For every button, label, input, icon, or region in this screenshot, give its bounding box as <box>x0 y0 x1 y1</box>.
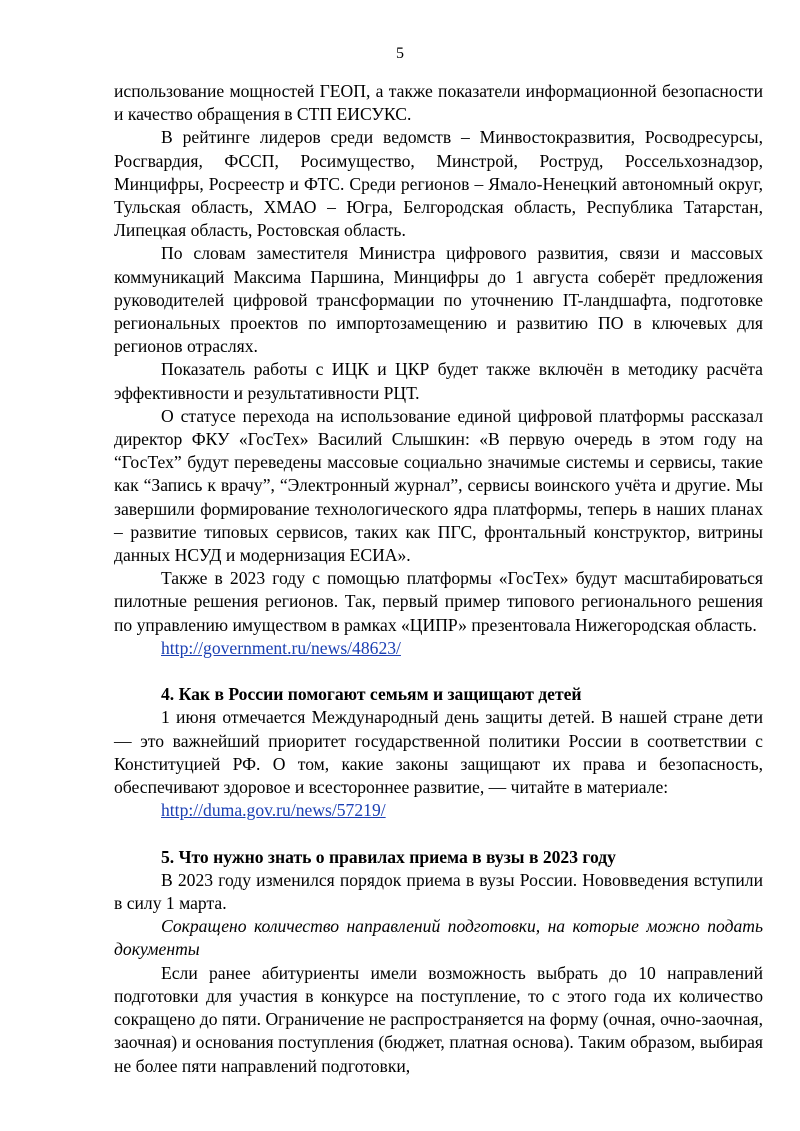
section-5-paragraph-2: Если ранее абитуриенты имели возможность выбрать до 10 направлений подготовки для участия в конкурсе на поступление, то с этого года их количество сокращено до пяти. Ограничение не распространяется на форму (очная, очно-заочная, заочная) и основания поступления (бюджет, платная основа). Таким образом, выбирая не более пяти направлений подготовки, <box>114 962 763 1076</box>
paragraph-continuation: использование мощностей ГЕОП, а также показатели информационной безопасности и качество обращения в СТП ЕИСУКС. <box>114 81 763 125</box>
paragraph-ick-ckr: Показатель работы с ИЦК и ЦКР будет также включён в методику расчёта эффективности и результативности РЦТ. <box>114 359 763 403</box>
section-5-heading: 5. Что нужно знать о правилах приема в вузы в 2023 году <box>161 846 616 867</box>
paragraph-parshin-quote: По словам заместителя Министра цифрового развития, связи и массовых коммуникаций Максима Паршина, Минцифры до 1 августа соберёт предложения руководителей цифровой трансформации по уточнению IT-ландшафта, подготовке региональных проектов по импортозамещению и развитию ПО в ключевых для регионов отраслях. <box>114 243 763 357</box>
government-news-link[interactable]: http://government.ru/news/48623/ <box>161 637 401 658</box>
page-number: 5 <box>396 45 404 62</box>
link-paragraph-government <box>114 637 763 660</box>
paragraph-gostech-status: О статусе перехода на использование единой цифровой платформы рассказал директор ФКУ «ГосТех» Василий Слышкин: «В первую очередь в этом году на “ГосТех” будут переведены массовые социально значимые системы и сервисы, такие как “Запись к врачу”, “Электронный журнал”, сервисы воинского учёта и другие. Мы завершили формирование технологического ядра платформы, теперь в наших планах – развитие типовых сервисов, таких как ПГС, фронтальный конструктор, витрины данных НСУД и модернизация ЕСИА». <box>114 405 763 566</box>
duma-news-link[interactable]: http://duma.gov.ru/news/57219/ <box>161 800 386 821</box>
paragraph-pilot-solutions: Также в 2023 году с помощью платформы «ГосТех» будут масштабироваться пилотные решения регионов. Так, первый пример типового регионального решения по управлению имуществом в рамках «ЦИПР» презентовала Нижегородская область. <box>114 568 763 635</box>
link-paragraph-duma <box>114 799 763 822</box>
spacer <box>114 660 763 683</box>
section-5-paragraph-1: В 2023 году изменился порядок приема в вузы России. Нововведения вступили в силу 1 марта. <box>114 869 763 914</box>
paragraph-leaders-rating: В рейтинге лидеров среди ведомств – Минвостокразвития, Росводресурсы, Росгвардия, ФССП, Росимущество, Минстрой, Роструд, Россельхознадзор, Минцифры, Росреестр и ФТС. Среди регионов – Ямало-Ненецкий автономный округ, Тульская область, ХМАО – Югра, Белгородская область, Республика Татарстан, Липецкая область, Ростовская область. <box>114 127 763 241</box>
spacer <box>114 822 763 845</box>
page-body <box>114 80 763 1078</box>
section-5-subheading <box>114 915 763 961</box>
section-4-heading: 4. Как в России помогают семьям и защищают детей <box>161 684 582 705</box>
section-5-subheading-text: Сокращено количество направлений подготовки, на которые можно подать документы <box>114 916 763 960</box>
section-4-paragraph: 1 июня отмечается Международный день защиты детей. В нашей стране дети — это важнейший приоритет государственной политики России в соответствии с Конституцией РФ. О том, какие законы защищают их права и безопасность, обеспечивают здоровое и всестороннее развитие, — читайте в материале: <box>114 707 763 798</box>
